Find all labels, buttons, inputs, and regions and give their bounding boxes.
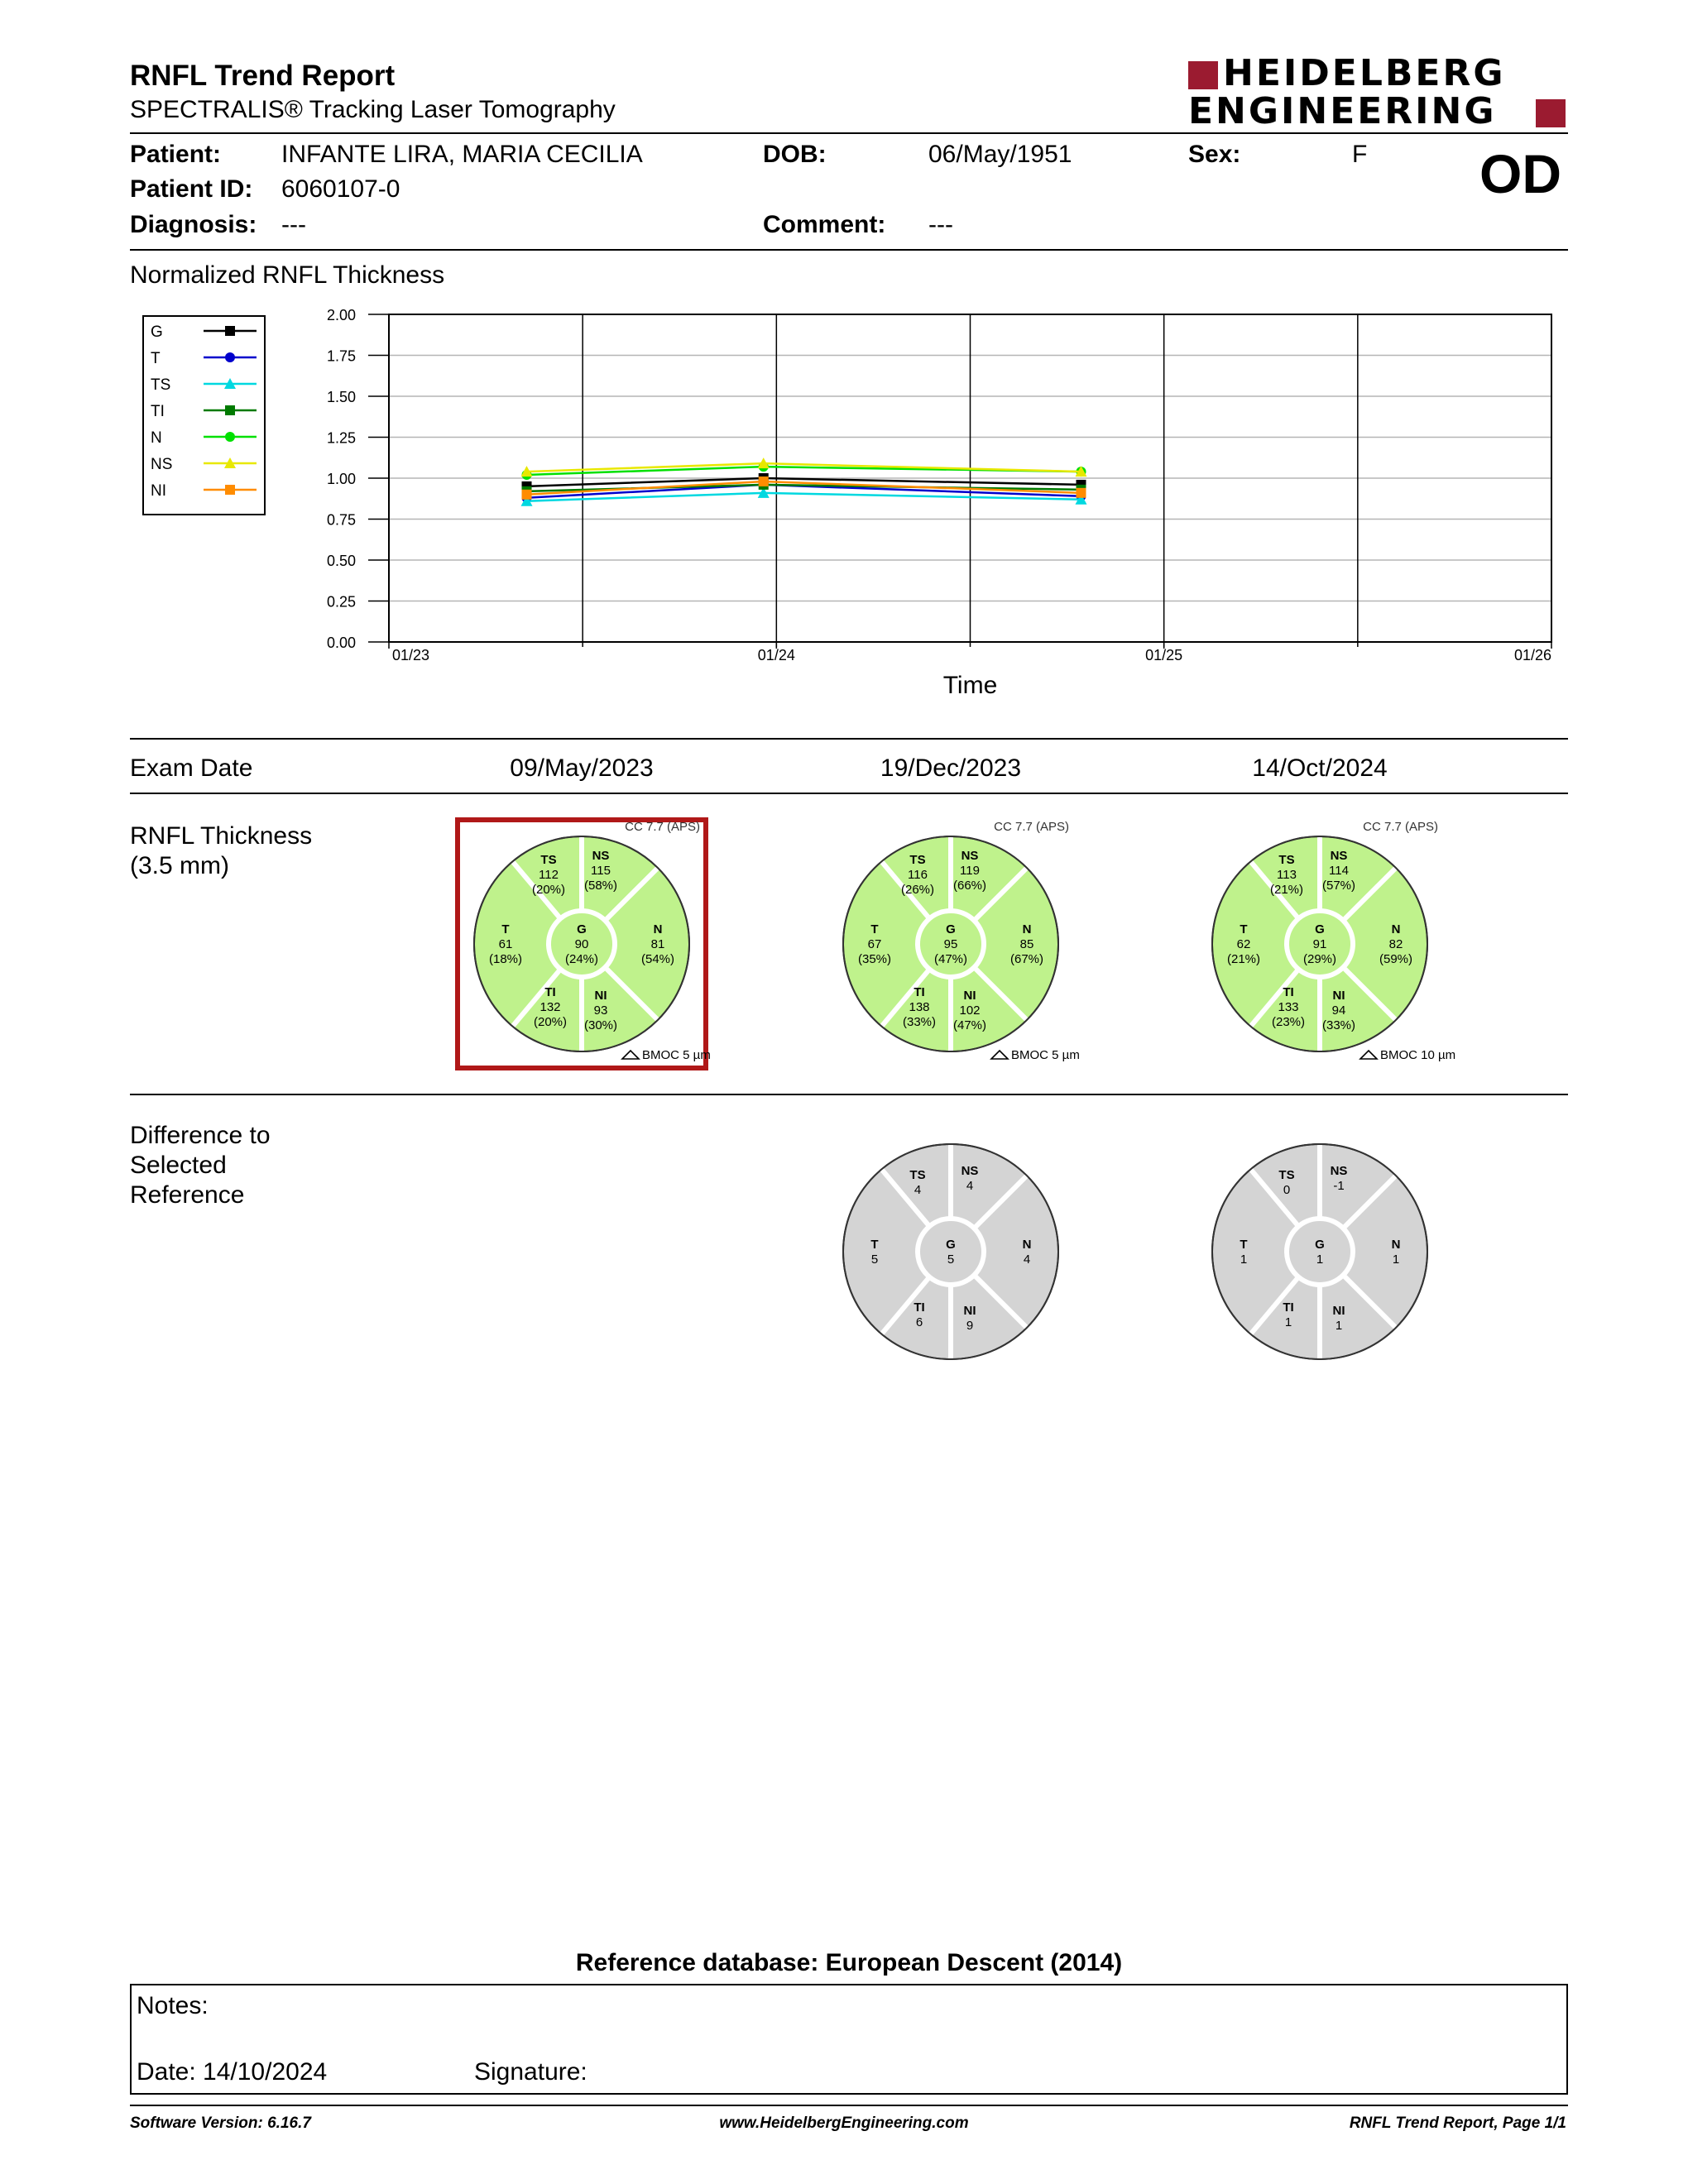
logo-red-block-top [1188, 61, 1218, 89]
comment-value: --- [928, 211, 953, 238]
sector-n-value: 81 [650, 937, 665, 951]
sector-ts-percent: (26%) [900, 883, 935, 897]
y-tick-label: 2.00 [326, 307, 356, 323]
sector-g-percent: (47%) [933, 952, 968, 966]
sector-n-label: N [1022, 922, 1032, 936]
sector-ti-label: TI [914, 985, 925, 999]
legend-marker-g [225, 326, 235, 336]
sector-n-value: 1 [1392, 1252, 1400, 1267]
sector-n-value: 4 [1023, 1252, 1031, 1267]
y-tick-label: 1.25 [326, 429, 356, 447]
sector-ni-label: NI [594, 989, 607, 1003]
sector-ns-value: 119 [960, 864, 980, 878]
x-tick-label: 01/26 [1513, 647, 1551, 663]
legend-label-ni: NI [151, 482, 166, 500]
y-tick-label: 0.75 [326, 511, 356, 529]
sector-ts-label: TS [540, 853, 557, 867]
y-tick-label: 1.50 [326, 389, 356, 405]
sector-ni-value: 93 [593, 1003, 608, 1018]
sector-ns-value: -1 [1333, 1179, 1345, 1193]
difference-sector-chart-exam-2 [824, 1125, 1077, 1378]
header-divider [130, 132, 1568, 134]
sector-n-label: N [1391, 922, 1401, 936]
difference-label-line-1: Difference to [130, 1122, 271, 1149]
difference-sector-chart-exam-3 [1193, 1125, 1446, 1378]
patient-divider [130, 249, 1568, 251]
sector-ti-value: 1 [1284, 1315, 1292, 1329]
y-tick-label: 1.75 [326, 347, 356, 365]
sector-t-value: 1 [1240, 1252, 1248, 1267]
y-tick-label: 0.00 [326, 635, 356, 651]
sector-t-value: 67 [867, 937, 882, 951]
sector-g-value: 1 [1316, 1252, 1324, 1267]
sector-ni-value: 9 [966, 1319, 974, 1333]
quality-score: CC 7.7 (APS) [994, 820, 1069, 834]
sector-ni-label: NI [963, 1304, 976, 1318]
x-tick-label: 01/24 [757, 647, 795, 663]
difference-label-line-3: Reference [130, 1181, 245, 1209]
sector-ti-label: TI [544, 985, 556, 999]
signature-label: Signature: [474, 2058, 587, 2086]
sector-t-value: 5 [870, 1252, 879, 1267]
dob-value: 06/May/1951 [928, 141, 1072, 168]
legend-label-ti: TI [151, 403, 165, 420]
y-tick-label: 0.50 [326, 553, 356, 569]
delta-icon [991, 1051, 1008, 1059]
sector-ns-percent: (57%) [1321, 879, 1356, 893]
legend-label-t: T [151, 350, 161, 367]
sector-g-percent: (24%) [564, 952, 599, 966]
sector-ti-percent: (33%) [902, 1015, 937, 1029]
patient-id-value: 6060107-0 [281, 175, 400, 203]
sector-g-value: 95 [943, 937, 958, 951]
exam-date-label: Exam Date [130, 754, 253, 782]
sector-t-label: T [1240, 922, 1248, 936]
patient-label: Patient: [130, 141, 222, 168]
sector-g-value: 91 [1312, 937, 1327, 951]
diagnosis-value: --- [281, 211, 306, 238]
sector-ts-value: 0 [1283, 1183, 1291, 1197]
sector-g-label: G [577, 922, 587, 936]
sector-ni-value: 102 [959, 1003, 981, 1018]
sector-ti-percent: (23%) [1271, 1015, 1306, 1029]
sector-ti-value: 6 [915, 1315, 923, 1329]
legend-marker-n [225, 432, 235, 442]
sector-n-percent: (67%) [1009, 952, 1044, 966]
sector-ts-value: 113 [1277, 868, 1297, 882]
chart-divider [130, 738, 1568, 740]
sector-ni-percent: (33%) [1321, 1018, 1356, 1032]
report-date: Date: 14/10/2024 [137, 2058, 328, 2086]
sector-g-value: 90 [574, 937, 589, 951]
sector-ti-value: 132 [539, 1000, 561, 1014]
bmoc-value: BMOC 5 µm [1011, 1048, 1080, 1062]
delta-icon [622, 1051, 639, 1059]
sector-t-label: T [1240, 1238, 1248, 1252]
sector-ts-value: 116 [908, 868, 928, 882]
bmoc-value: BMOC 5 µm [642, 1048, 711, 1062]
sector-ti-value: 133 [1278, 1000, 1299, 1014]
sector-ts-value: 112 [539, 868, 559, 882]
legend-label-ts: TS [151, 376, 171, 394]
sector-n-label: N [1022, 1238, 1032, 1252]
sector-ns-label: NS [592, 849, 610, 863]
sector-g-label: G [1315, 922, 1325, 936]
sector-t-label: T [501, 922, 510, 936]
y-tick-label: 1.00 [326, 471, 356, 487]
delta-icon [1360, 1051, 1377, 1059]
sector-ts-percent: (20%) [531, 883, 566, 897]
legend-marker-t [225, 352, 235, 362]
sector-ts-label: TS [909, 853, 926, 867]
sector-ts-label: TS [1278, 853, 1295, 867]
quality-score: CC 7.7 (APS) [625, 820, 700, 834]
sector-n-label: N [1391, 1238, 1401, 1252]
comment-label: Comment: [763, 211, 886, 238]
sector-ti-label: TI [1283, 1300, 1294, 1315]
rnfl-sector-chart-exam-2[interactable] [824, 817, 1080, 1070]
trend-chart [124, 298, 1572, 711]
notes-label: Notes: [137, 1992, 209, 2019]
sector-g-value: 5 [947, 1252, 955, 1267]
exam-date-1: 09/May/2023 [510, 754, 654, 782]
sector-ti-label: TI [914, 1300, 925, 1315]
sector-ni-label: NI [963, 989, 976, 1003]
reference-database: Reference database: European Descent (2014) [575, 1949, 1123, 1976]
sector-ns-percent: (66%) [952, 879, 987, 893]
footer-divider [130, 2105, 1568, 2106]
patient-name: INFANTE LIRA, MARIA CECILIA [281, 141, 643, 168]
report-subtitle: SPECTRALIS® Tracking Laser Tomography [130, 96, 616, 123]
logo-line-1: HEIDELBERG [1223, 52, 1506, 94]
notes-box[interactable] [130, 1984, 1568, 2095]
sex-value: F [1352, 141, 1368, 168]
sector-ns-percent: (58%) [583, 879, 618, 893]
report-title: RNFL Trend Report [130, 60, 396, 92]
x-tick-label: 01/25 [1145, 647, 1183, 663]
data-point-ni [522, 490, 532, 500]
patient-id-label: Patient ID: [130, 175, 253, 203]
sector-g-label: G [946, 1238, 956, 1252]
sector-n-percent: (59%) [1379, 952, 1413, 966]
sector-ni-percent: (30%) [583, 1018, 618, 1032]
diagnosis-label: Diagnosis: [130, 211, 257, 238]
bmoc-value: BMOC 10 µm [1380, 1048, 1456, 1062]
sector-ni-value: 1 [1335, 1319, 1343, 1333]
legend-label-n: N [151, 429, 162, 447]
exam-date-divider [130, 793, 1568, 794]
sector-inner-circle [1287, 1219, 1353, 1285]
sex-label: Sex: [1188, 141, 1241, 168]
rnfl-sector-chart-exam-1[interactable] [455, 817, 711, 1070]
sector-ts-value: 4 [914, 1183, 922, 1197]
exam-date-3: 14/Oct/2024 [1252, 754, 1388, 782]
sector-g-percent: (29%) [1302, 952, 1337, 966]
logo-red-block-bottom [1536, 99, 1566, 127]
eye-laterality: OD [1479, 143, 1561, 204]
legend-marker-ni [225, 485, 235, 495]
sector-ns-label: NS [961, 849, 979, 863]
sector-t-label: T [870, 1238, 879, 1252]
x-tick-label: 01/23 [392, 647, 430, 663]
sector-t-percent: (18%) [488, 952, 523, 966]
page-number: RNFL Trend Report, Page 1/1 [1349, 2115, 1566, 2132]
website-link[interactable]: www.HeidelbergEngineering.com [719, 2115, 969, 2132]
sector-ns-label: NS [961, 1164, 979, 1178]
sector-n-percent: (54%) [640, 952, 675, 966]
sector-t-percent: (35%) [857, 952, 892, 966]
sector-ni-percent: (47%) [952, 1018, 987, 1032]
sector-ni-label: NI [1332, 1304, 1345, 1318]
sector-n-value: 82 [1388, 937, 1403, 951]
rnfl-thickness-diameter: (3.5 mm) [130, 852, 229, 879]
quality-score: CC 7.7 (APS) [1363, 820, 1438, 834]
x-axis-title: Time [942, 672, 998, 699]
legend-marker-ti [225, 405, 235, 415]
sector-t-label: T [870, 922, 879, 936]
rnfl-sector-chart-exam-3[interactable] [1193, 817, 1456, 1070]
sector-inner-circle [918, 1219, 984, 1285]
sector-n-label: N [653, 922, 663, 936]
sector-ni-value: 94 [1331, 1003, 1346, 1018]
legend-label-g: G [151, 323, 163, 341]
sector-t-value: 61 [498, 937, 513, 951]
thickness-divider [130, 1094, 1568, 1095]
sector-t-value: 62 [1236, 937, 1251, 951]
data-point-ni [1076, 488, 1086, 498]
sector-ts-percent: (21%) [1269, 883, 1304, 897]
chart-legend [143, 316, 265, 515]
software-version: Software Version: 6.16.7 [130, 2115, 311, 2132]
rnfl-thickness-label: RNFL Thickness [130, 822, 313, 850]
data-point-ni [759, 477, 769, 486]
sector-ns-value: 4 [966, 1179, 974, 1193]
series-line-t [527, 485, 1081, 498]
difference-label-line-2: Selected [130, 1152, 227, 1179]
dob-label: DOB: [763, 141, 827, 168]
sector-g-label: G [946, 922, 956, 936]
sector-ts-label: TS [909, 1168, 926, 1182]
sector-n-value: 85 [1019, 937, 1034, 951]
sector-ti-percent: (20%) [533, 1015, 568, 1029]
logo-line-2: ENGINEERING [1188, 90, 1497, 132]
legend-label-ns: NS [151, 456, 173, 473]
sector-ni-label: NI [1332, 989, 1345, 1003]
sector-g-label: G [1315, 1238, 1325, 1252]
sector-ns-value: 114 [1329, 864, 1349, 878]
sector-ns-value: 115 [591, 864, 611, 878]
sector-ts-label: TS [1278, 1168, 1295, 1182]
sector-ns-label: NS [1330, 1164, 1348, 1178]
sector-ti-value: 138 [909, 1000, 930, 1014]
sector-ti-label: TI [1283, 985, 1294, 999]
y-tick-label: 0.25 [326, 593, 356, 611]
sector-ns-label: NS [1330, 849, 1348, 863]
exam-date-2: 19/Dec/2023 [880, 754, 1022, 782]
trend-section-title: Normalized RNFL Thickness [130, 261, 445, 289]
sector-t-percent: (21%) [1226, 952, 1261, 966]
